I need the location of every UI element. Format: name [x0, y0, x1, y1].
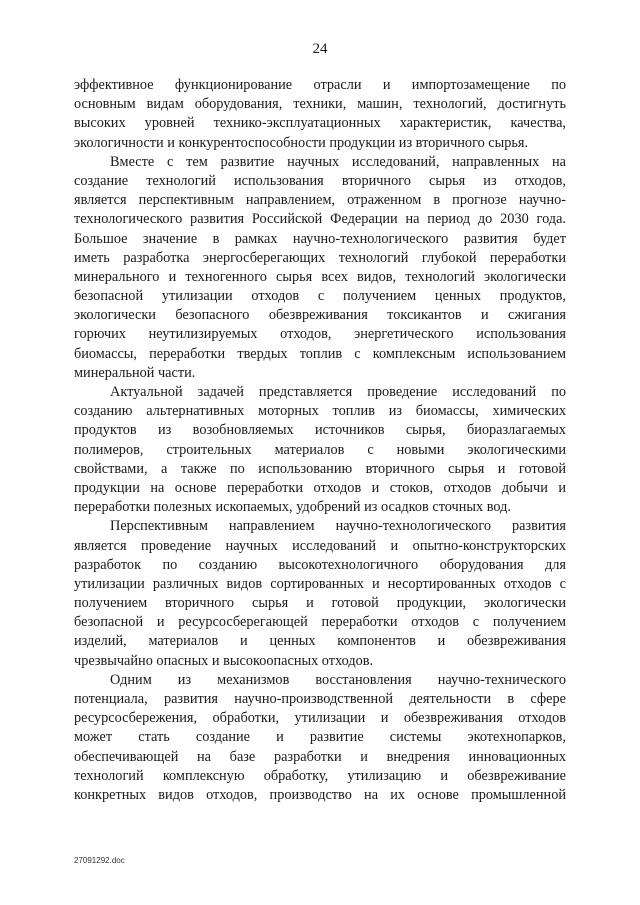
text-line: биомассы, переработки твердых топлив с комплексным использованием: [74, 345, 566, 362]
text-line: ресурсосбережения, обработки, утилизации и обезвреживания отходов: [74, 710, 566, 727]
text-line: Перспективным направлением научно-технологического развития: [110, 518, 566, 535]
text-line: получением вторичного сырья и готовой продукции, экологически: [74, 595, 566, 612]
text-line: минерального и техногенного сырья всех видов, технологий экологически: [74, 268, 566, 285]
paragraph: [74, 383, 566, 517]
text-line: чрезвычайно опасных и высокоопасных отходов.: [74, 652, 374, 669]
text-line: конкретных видов отходов, производство на их основе промышленной: [74, 786, 566, 803]
text-line: минеральной части.: [74, 364, 196, 381]
text-line: может стать создание и развитие системы экотехнопарков,: [74, 729, 566, 746]
text-line: является перспективным направлением, отраженном в прогнозе научно-: [74, 192, 566, 209]
text-line: полимеров, строительных материалов с новыми экологическими: [74, 441, 566, 458]
text-line: свойствами, а также по использованию вторичного сырья и готовой: [74, 460, 566, 477]
text-line: безопасной утилизации отходов с получением ценных продуктов,: [74, 288, 566, 305]
text-line: разработок по созданию высокотехнологичного оборудования для: [74, 556, 566, 573]
text-line: технологического развития Российской Федерации на период до 2030 года.: [74, 211, 566, 228]
text-line: продуктов из возобновляемых источников сырья, биоразлагаемых: [74, 422, 566, 439]
text-line: основным видам оборудования, техники, машин, технологий, достигнуть: [74, 96, 566, 113]
text-line: экологически безопасного обезвреживания токсикантов и сжигания: [74, 307, 566, 324]
text-line: изделий, материалов и ценных компонентов и обезвреживания: [74, 633, 566, 650]
text-line: Одним из механизмов восстановления научно-технического: [110, 671, 566, 688]
text-line: безопасной и ресурсосберегающей переработки отходов с получением: [74, 614, 566, 631]
text-line: обеспечивающей на базе разработки и внедрения инновационных: [74, 748, 566, 765]
text-line: Вместе с тем развитие научных исследований, направленных на: [110, 153, 566, 170]
page-number: 24: [312, 41, 328, 57]
text-line: экологичности и конкурентоспособности продукции из вторичного сырья.: [74, 134, 529, 151]
text-line: созданию альтернативных моторных топлив из биомассы, химических: [74, 403, 566, 420]
text-line: эффективное функционирование отрасли и импортозамещение по: [74, 77, 566, 93]
text-line: переработки полезных ископаемых, удобрений из осадков сточных вод.: [74, 499, 511, 516]
document-body: [74, 76, 566, 805]
text-line: Большое значение в рамках научно-технологического развития будет: [74, 230, 566, 247]
text-line: потенциала, развития научно-производственной деятельности в сфере: [74, 691, 566, 707]
text-line: создание технологий использования вторичного сырья из отходов,: [74, 172, 566, 189]
text-line: является проведение научных исследований и опытно-конструкторских: [74, 537, 566, 554]
text-line: продукции на основе переработки отходов и стоков, отходов добычи и: [74, 479, 566, 496]
paragraph: [74, 76, 566, 153]
text-line: горючих неутилизируемых отходов, энергетического использования: [74, 326, 566, 343]
paragraph: [74, 153, 566, 383]
text-line: высоких уровней технико-эксплуатационных характеристик, качества,: [74, 115, 566, 132]
paragraph: [74, 671, 566, 805]
text-line: утилизации различных видов сортированных и несортированных отходов с: [74, 575, 566, 592]
text-line: Актуальной задачей представляется проведение исследований по: [110, 384, 566, 400]
text-line: иметь разработка энергосберегающих технологий глубокой переработки: [74, 249, 566, 266]
document-footer-filename: 27091292.doc: [74, 856, 125, 865]
text-line: технологий комплексную обработку, утилизацию и обезвреживание: [74, 767, 566, 784]
paragraph: [74, 517, 566, 671]
